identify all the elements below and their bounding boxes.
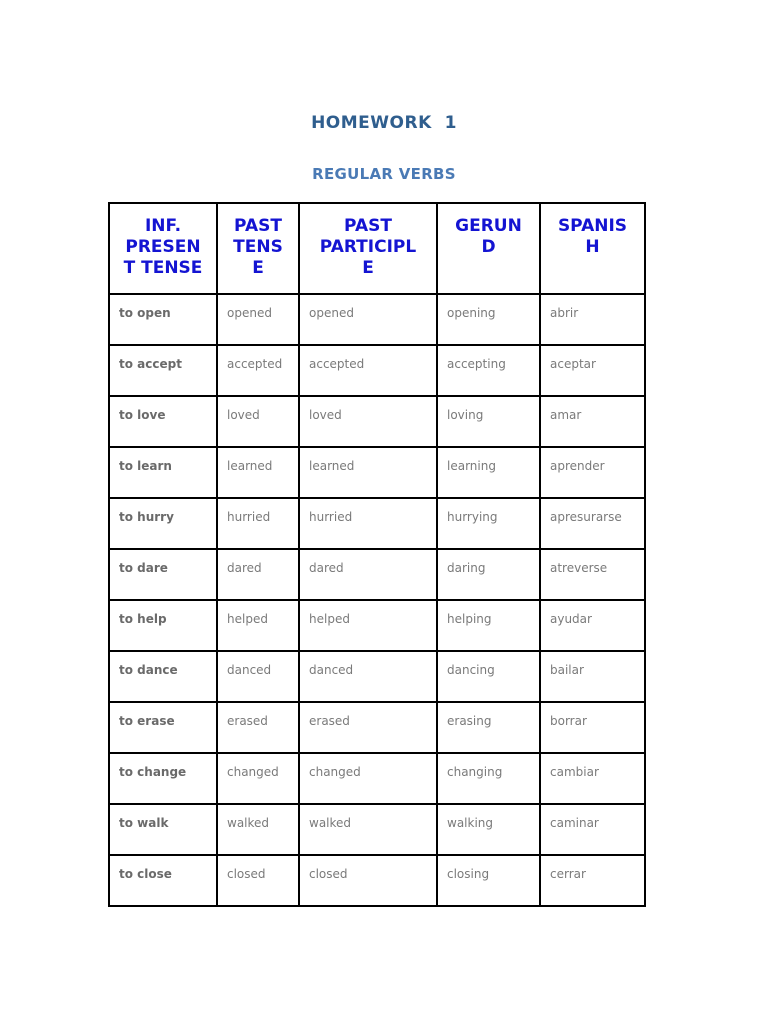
cell-gerund: changing <box>438 754 539 803</box>
cell-spanish: amar <box>541 397 644 446</box>
cell-past-participle: walked <box>300 805 436 854</box>
table-row <box>110 295 644 344</box>
table-row <box>110 601 644 650</box>
cell-spanish: cambiar <box>541 754 644 803</box>
cell-spanish: caminar <box>541 805 644 854</box>
cell-spanish: abrir <box>541 295 644 344</box>
cell-spanish: aceptar <box>541 346 644 395</box>
table-row <box>110 346 644 395</box>
table-row <box>110 397 644 446</box>
cell-past-tense: learned <box>218 448 298 497</box>
cell-gerund: erasing <box>438 703 539 752</box>
header-past-participle-line1: PAST <box>344 216 392 236</box>
header-past-tense <box>218 204 298 293</box>
cell-spanish: apresurarse <box>541 499 644 548</box>
cell-spanish: atreverse <box>541 550 644 599</box>
cell-infinitive: to learn <box>110 448 216 497</box>
cell-past-tense: walked <box>218 805 298 854</box>
cell-past-participle: helped <box>300 601 436 650</box>
cell-spanish: cerrar <box>541 856 644 905</box>
cell-gerund: accepting <box>438 346 539 395</box>
table-row <box>110 499 644 548</box>
cell-gerund: daring <box>438 550 539 599</box>
cell-gerund: walking <box>438 805 539 854</box>
cell-spanish: aprender <box>541 448 644 497</box>
cell-gerund: dancing <box>438 652 539 701</box>
cell-spanish: borrar <box>541 703 644 752</box>
cell-infinitive: to help <box>110 601 216 650</box>
header-infinitive-line1: INF. <box>144 216 182 236</box>
cell-past-tense: erased <box>218 703 298 752</box>
header-past-tense-line2: TENS <box>233 237 283 257</box>
cell-gerund: loving <box>438 397 539 446</box>
cell-past-participle: danced <box>300 652 436 701</box>
cell-infinitive: to erase <box>110 703 216 752</box>
cell-infinitive: to dance <box>110 652 216 701</box>
cell-infinitive: to hurry <box>110 499 216 548</box>
header-past-participle-line2: PARTICIPL <box>319 237 417 257</box>
cell-infinitive: to love <box>110 397 216 446</box>
cell-past-tense: accepted <box>218 346 298 395</box>
header-spanish-line1: SPANIS <box>557 216 628 236</box>
header-spanish-line2: H <box>585 237 600 257</box>
cell-past-participle: closed <box>300 856 436 905</box>
cell-past-participle: accepted <box>300 346 436 395</box>
table-header-row <box>110 204 644 293</box>
cell-gerund: helping <box>438 601 539 650</box>
header-spanish <box>541 204 644 293</box>
cell-gerund: opening <box>438 295 539 344</box>
table-row <box>110 805 644 854</box>
cell-past-tense: opened <box>218 295 298 344</box>
cell-past-tense: changed <box>218 754 298 803</box>
table-row <box>110 856 644 905</box>
document-title: HOMEWORK 1 <box>311 113 457 133</box>
cell-spanish: bailar <box>541 652 644 701</box>
header-past-tense-line1: PAST <box>234 216 282 236</box>
cell-spanish: ayudar <box>541 601 644 650</box>
table-row <box>110 703 644 752</box>
cell-past-tense: closed <box>218 856 298 905</box>
cell-past-participle: opened <box>300 295 436 344</box>
cell-infinitive: to dare <box>110 550 216 599</box>
header-past-tense-line3: E <box>252 258 264 278</box>
header-gerund-line2: D <box>481 237 496 257</box>
cell-past-tense: loved <box>218 397 298 446</box>
header-infinitive <box>110 204 216 293</box>
header-past-participle <box>300 204 436 293</box>
cell-infinitive: to close <box>110 856 216 905</box>
cell-past-participle: changed <box>300 754 436 803</box>
header-infinitive-line3: T TENSE <box>123 258 203 278</box>
cell-past-tense: helped <box>218 601 298 650</box>
table-row <box>110 550 644 599</box>
table-row <box>110 448 644 497</box>
cell-past-participle: loved <box>300 397 436 446</box>
cell-infinitive: to accept <box>110 346 216 395</box>
document-subtitle: REGULAR VERBS <box>312 165 456 183</box>
header-past-participle-line3: E <box>362 258 374 278</box>
cell-past-participle: hurried <box>300 499 436 548</box>
cell-past-participle: erased <box>300 703 436 752</box>
cell-past-participle: dared <box>300 550 436 599</box>
verbs-table <box>108 202 646 907</box>
cell-past-tense: hurried <box>218 499 298 548</box>
cell-gerund: learning <box>438 448 539 497</box>
cell-gerund: closing <box>438 856 539 905</box>
header-gerund <box>438 204 539 293</box>
table-row <box>110 652 644 701</box>
cell-infinitive: to change <box>110 754 216 803</box>
cell-infinitive: to walk <box>110 805 216 854</box>
cell-past-tense: danced <box>218 652 298 701</box>
verbs-table-container <box>108 202 646 914</box>
table-row <box>110 754 644 803</box>
header-gerund-line1: GERUN <box>455 216 522 236</box>
cell-infinitive: to open <box>110 295 216 344</box>
cell-gerund: hurrying <box>438 499 539 548</box>
cell-past-participle: learned <box>300 448 436 497</box>
cell-past-tense: dared <box>218 550 298 599</box>
header-infinitive-line2: PRESEN <box>125 237 201 257</box>
